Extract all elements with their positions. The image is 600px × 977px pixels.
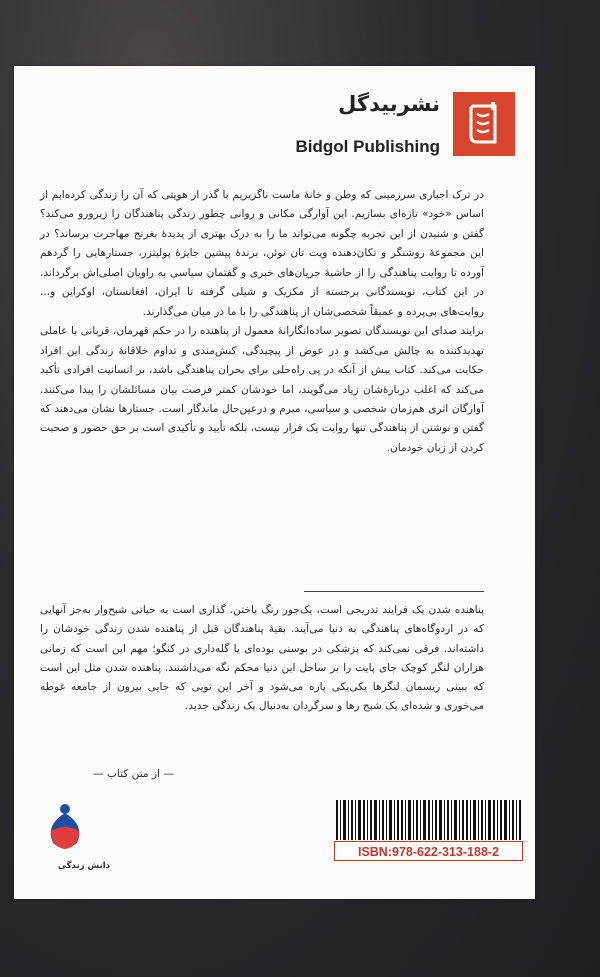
blurb-paragraph: در ترک اجباری سرزمینی که وطن و خانهٔ ماست ناگزیریم با گذر از هویتی که آن را زندگی کرده‌ایم از اساس «خود» تازه‌ای بسازیم. این آوارگی مکانی و روانی چطور زندگی پناهندگان را زیرورو می‌کند؟ گفتن و شنیدن از این تجربه چگونه می‌تواند ما را به درک بهتری از پدیدهٔ بغرنج مهاجرت برساند؟ در این مجموعهٔ روشنگر و تکان‌دهنده ویت تان نوئن، برندهٔ پیشین جایزهٔ پولیتزر، جستارهایی را گردهم آورده تا روایت پناهندگی را از حاشیهٔ جریان‌های خبری و گفتمان سیاسی به راویان اصلی‌اش برگرداند. در این کتاب، نویسندگانی برجسته از مکزیک و شیلی گرفته تا ایران، افغانستان، اوکراین و... روایت‌های بی‌پرده و عمیقاً شخصی‌شان از پناهندگی را با ما در میان می‌گذارند. bbox=[40, 189, 484, 318]
book-back-cover bbox=[14, 66, 535, 899]
barcode-block bbox=[334, 800, 523, 864]
publisher-logo bbox=[453, 92, 515, 156]
publisher-name-fa: نشربیدگل bbox=[338, 92, 440, 116]
publisher-name-en: Bidgol Publishing bbox=[295, 137, 440, 156]
isbn-label: ISBN:978-622-313-188-2 bbox=[334, 841, 523, 861]
secondary-publisher-name: دانش زندگی bbox=[58, 861, 110, 871]
divider bbox=[304, 591, 484, 592]
barcode bbox=[334, 800, 523, 840]
book-excerpt bbox=[40, 601, 484, 717]
blurb-paragraph: برایند صدای این نویسندگان تصویر ساده‌انگارانهٔ معمول از پناهنده را در حکم قهرمان، قربانی یا عاملی تهدیدکننده به چالش می‌کشد و در عوض از پیچیدگی، کنش‌مندی و تداوم خلاقانهٔ زندگی این افراد حکایت می‌کند. کتاب بیش از آنکه در پی راه‌حلی برای بحران پناهندگی باشد، بر انسانیت افرادی تأکید می‌کند که اغلب دربارهٔ‌شان زیاد می‌گویند، اما خودشان کمتر فرصت بیان مسائلشان را پیدا می‌کنند. آوارگان اثری هم‌زمان شخصی و سیاسی، مبرم و درعین‌حال ماندگار است. جستارها نشان می‌دهند که گفتن و نوشتن از پناهندگی تنها روایت یک فرار نیست، بلکه تأیید و تأکیدی است بر حق حضور و صحبت کردن از زبان خودمان. bbox=[40, 325, 484, 454]
excerpt-paragraph: پناهنده شدن یک فرایند تدریجی است، یک‌جور رنگ باختن. گذاری است به حیاتی شبح‌وار به‌جز آنهایی که در اردوگاه‌های پناهندگی به دنیا می‌آیند. بقیهٔ پناهندگان قبل از پناهنده شدن زندگی خودشان را داشته‌اند. فرقی نمی‌کند که پزشکی در بوسنی بوده‌ای یا گله‌داری در کنگو؛ مهم این است که زمانی هزاران لنگر کوچک جای پایت را بر ساحل این دنیا محکم نگه می‌داشتند. پناهنده شدن مثل این است که ببینی ریسمان لنگرها یکی‌یکی پاره می‌شود و آخر این تویی که جایی بیرون از جامعه غوطه می‌خوری و شده‌ای یک شبح رها و سرگردان به‌دنبال یک زندگی جدید. bbox=[40, 604, 484, 713]
secondary-publisher-logo bbox=[39, 801, 91, 853]
blurb bbox=[40, 186, 484, 458]
excerpt-source: — از متن کتاب — bbox=[92, 768, 174, 780]
